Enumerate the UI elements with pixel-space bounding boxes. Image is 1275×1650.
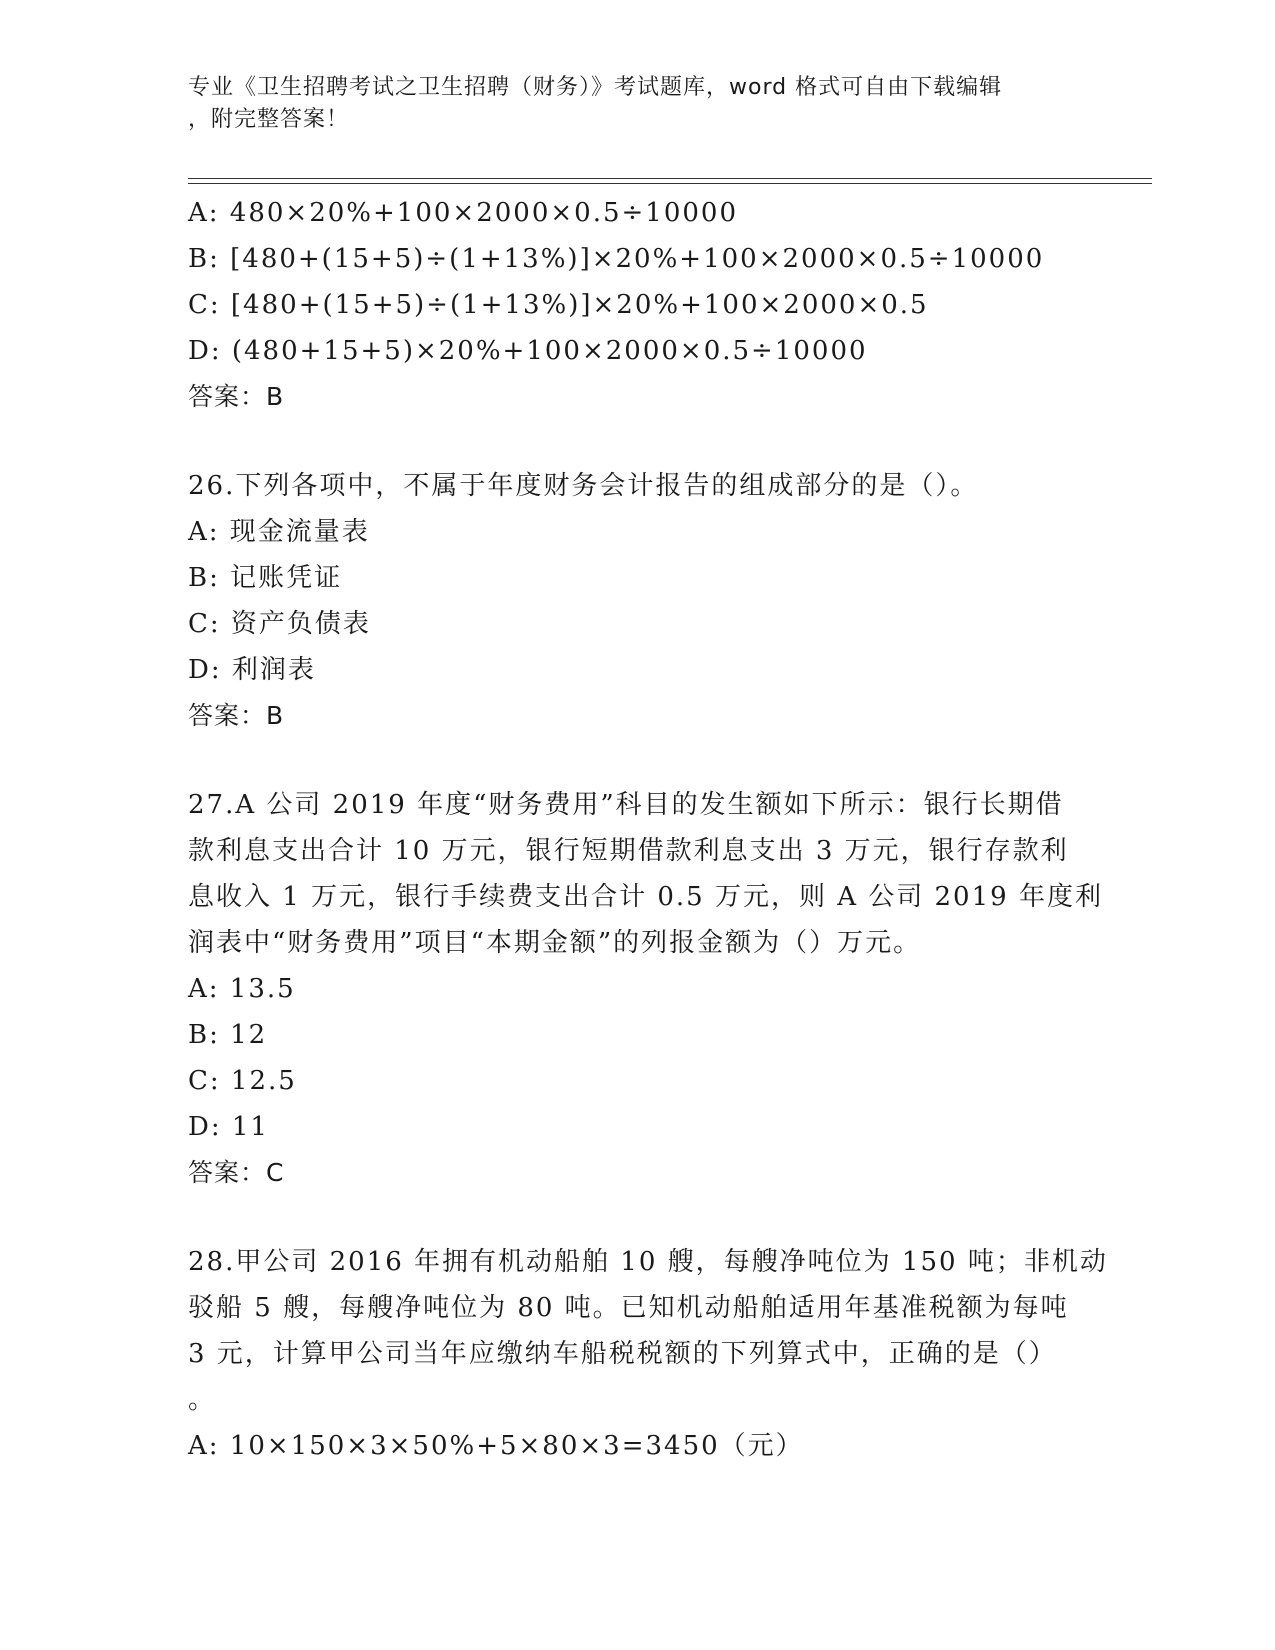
- stem-line: 款利息支出合计 10 万元，银行短期借款利息支出 3 万元，银行存款利: [188, 836, 1069, 866]
- stem-line: 3 元，计算甲公司当年应缴纳车船税税额的下列算式中，正确的是（）: [188, 1339, 1057, 1369]
- option-b: B: 12: [188, 1020, 268, 1050]
- option-a: A: 现金流量表: [188, 517, 370, 547]
- question-27: [188, 782, 1103, 1196]
- stem-line: 27.A 公司 2019 年度“财务费用”科目的发生额如下所示：银行长期借: [188, 790, 1064, 820]
- spacer: [188, 739, 1088, 782]
- option-c: C: 资产负债表: [188, 609, 371, 639]
- stem-line: 28.甲公司 2016 年拥有机动船舶 10 艘，每艘净吨位为 150 吨；非机动: [188, 1247, 1108, 1277]
- option-a: A: 10×150×3×50%+5×80×3=3450（元）: [188, 1431, 804, 1461]
- stem-line: 驳船 5 艘，每艘净吨位为 80 吨。已知机动船舶适用年基准税额为每吨: [188, 1293, 1069, 1323]
- stem-line: 26.下列各项中，不属于年度财务会计报告的组成部分的是（）。: [188, 471, 979, 501]
- answer: 答案：C: [188, 1158, 285, 1187]
- stem-line: 。: [188, 1385, 217, 1415]
- question-list: [188, 190, 1108, 1469]
- stem-line: 润表中“财务费用”项目“本期金额”的列报金额为（）万元。: [188, 928, 922, 958]
- header-divider: [188, 178, 1152, 179]
- question-stem: [188, 782, 1103, 966]
- question-stem: [188, 1239, 1108, 1423]
- answer: 答案：B: [188, 382, 285, 411]
- stem-line: 息收入 1 万元，银行手续费支出合计 0.5 万元，则 A 公司 2019 年度利: [188, 882, 1103, 912]
- document-header: 专业《卫生招聘考试之卫生招聘（财务）》考试题库，word 格式可自由下载编辑 ，附完整答案！: [188, 75, 1003, 132]
- answer: 答案：B: [188, 701, 285, 730]
- option-a: A: 13.5: [188, 974, 296, 1004]
- option-b: B: [480+(15+5)÷(1+13%)]×20%+100×2000×0.5÷10000: [188, 244, 1045, 274]
- question-26: [188, 463, 1088, 739]
- spacer: [188, 420, 1088, 463]
- option-c: C: [480+(15+5)÷(1+13%)]×20%+100×2000×0.5: [188, 290, 929, 320]
- option-a: A: 480×20%+100×2000×0.5÷10000: [188, 198, 738, 228]
- question-stem: [188, 463, 1088, 509]
- header-divider-second: [188, 183, 1152, 184]
- question-28: [188, 1239, 1108, 1469]
- option-b: B: 记账凭证: [188, 563, 343, 593]
- question-25: [188, 190, 1088, 420]
- option-d: D: 11: [188, 1112, 269, 1142]
- option-d: D: (480+15+5)×20%+100×2000×0.5÷10000: [188, 336, 868, 366]
- option-d: D: 利润表: [188, 655, 316, 685]
- spacer: [188, 1196, 1088, 1239]
- option-c: C: 12.5: [188, 1066, 297, 1096]
